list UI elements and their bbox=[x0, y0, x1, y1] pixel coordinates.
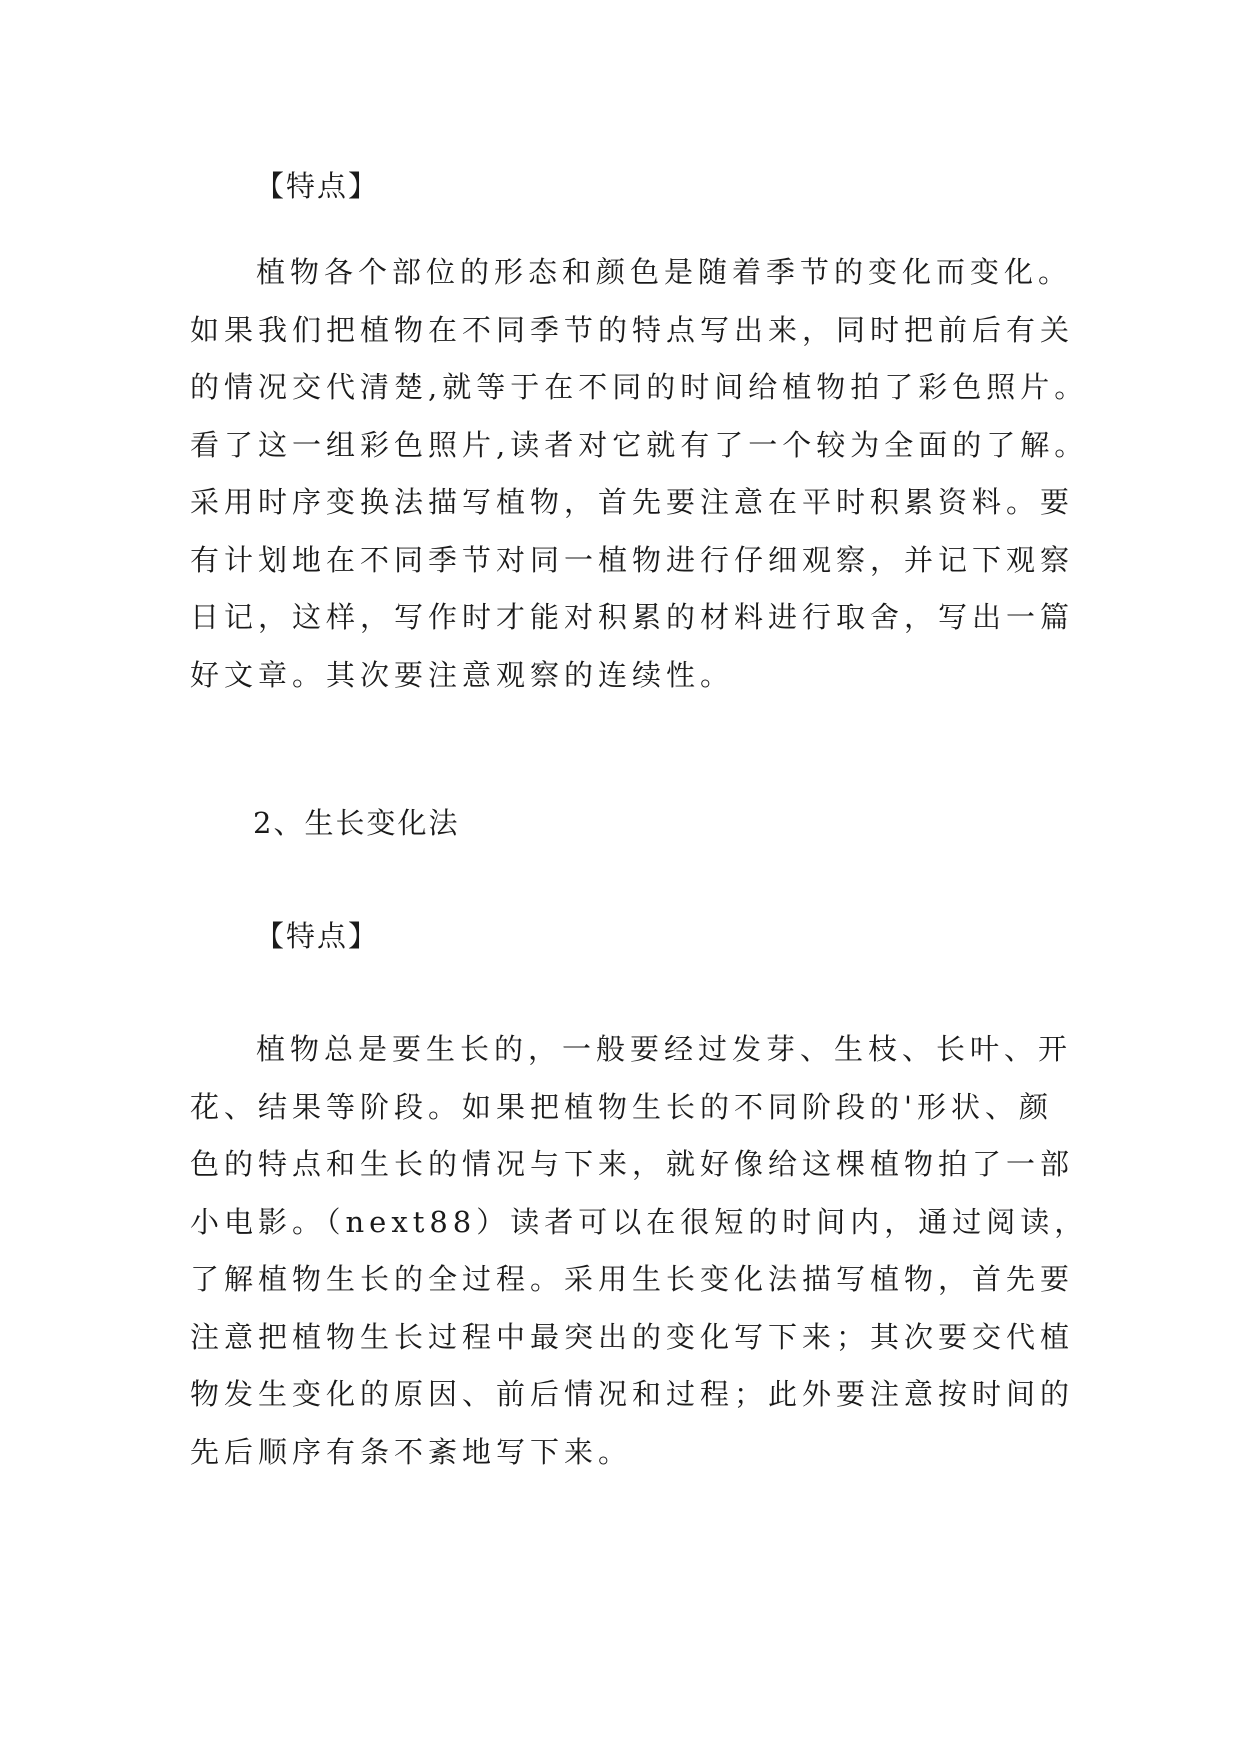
paragraph-line: 注意把植物生长过程中最突出的变化写下来；其次要交代植 bbox=[190, 1319, 1075, 1354]
paragraph-line: 植物总是要生长的，一般要经过发芽、生枝、长叶、开 bbox=[256, 1032, 1073, 1066]
paragraph-line: 植物各个部位的形态和颜色是随着季节的变化而变化。 bbox=[256, 255, 1073, 289]
paragraph-line: 日记，这样，写作时才能对积累的材料进行取舍，写出一篇 bbox=[190, 600, 1075, 634]
paragraph-line: 采用时序变换法描写植物，首先要注意在平时积累资料。要 bbox=[190, 485, 1075, 519]
paragraph-line: 先后顺序有条不紊地写下来。 bbox=[190, 1434, 633, 1469]
paragraph-line: 色的特点和生长的情况与下来，就好像给这棵植物拍了一部 bbox=[190, 1147, 1075, 1181]
paragraph-line: 物发生变化的原因、前后情况和过程；此外要注意按时间的 bbox=[190, 1377, 1075, 1411]
paragraph-line: 有计划地在不同季节对同一植物进行仔细观察，并记下观察 bbox=[190, 542, 1075, 577]
section2-heading: 【特点】 bbox=[255, 919, 380, 953]
paragraph-line: 小电影。（next88）读者可以在很短的时间内，通过阅读， bbox=[190, 1204, 1089, 1239]
paragraph-line: 花、结果等阶段。如果把植物生长的不同阶段的'形状、颜 bbox=[190, 1089, 1053, 1124]
section1-heading: 【特点】 bbox=[255, 169, 380, 203]
paragraph-line: 好文章。其次要注意观察的连续性。 bbox=[190, 657, 735, 692]
section2-paragraph bbox=[190, 1021, 1089, 1481]
section2-title: 2、生长变化法 bbox=[253, 806, 460, 840]
section1-paragraph bbox=[190, 244, 1089, 704]
paragraph-line: 了解植物生长的全过程。采用生长变化法描写植物，首先要 bbox=[190, 1262, 1075, 1296]
paragraph-line: 如果我们把植物在不同季节的特点写出来，同时把前后有关 bbox=[190, 312, 1075, 347]
paragraph-line: 看了这一组彩色照片,读者对它就有了一个较为全面的了解。 bbox=[190, 427, 1089, 462]
paragraph-line: 的情况交代清楚,就等于在不同的时间给植物拍了彩色照片。 bbox=[190, 370, 1089, 404]
